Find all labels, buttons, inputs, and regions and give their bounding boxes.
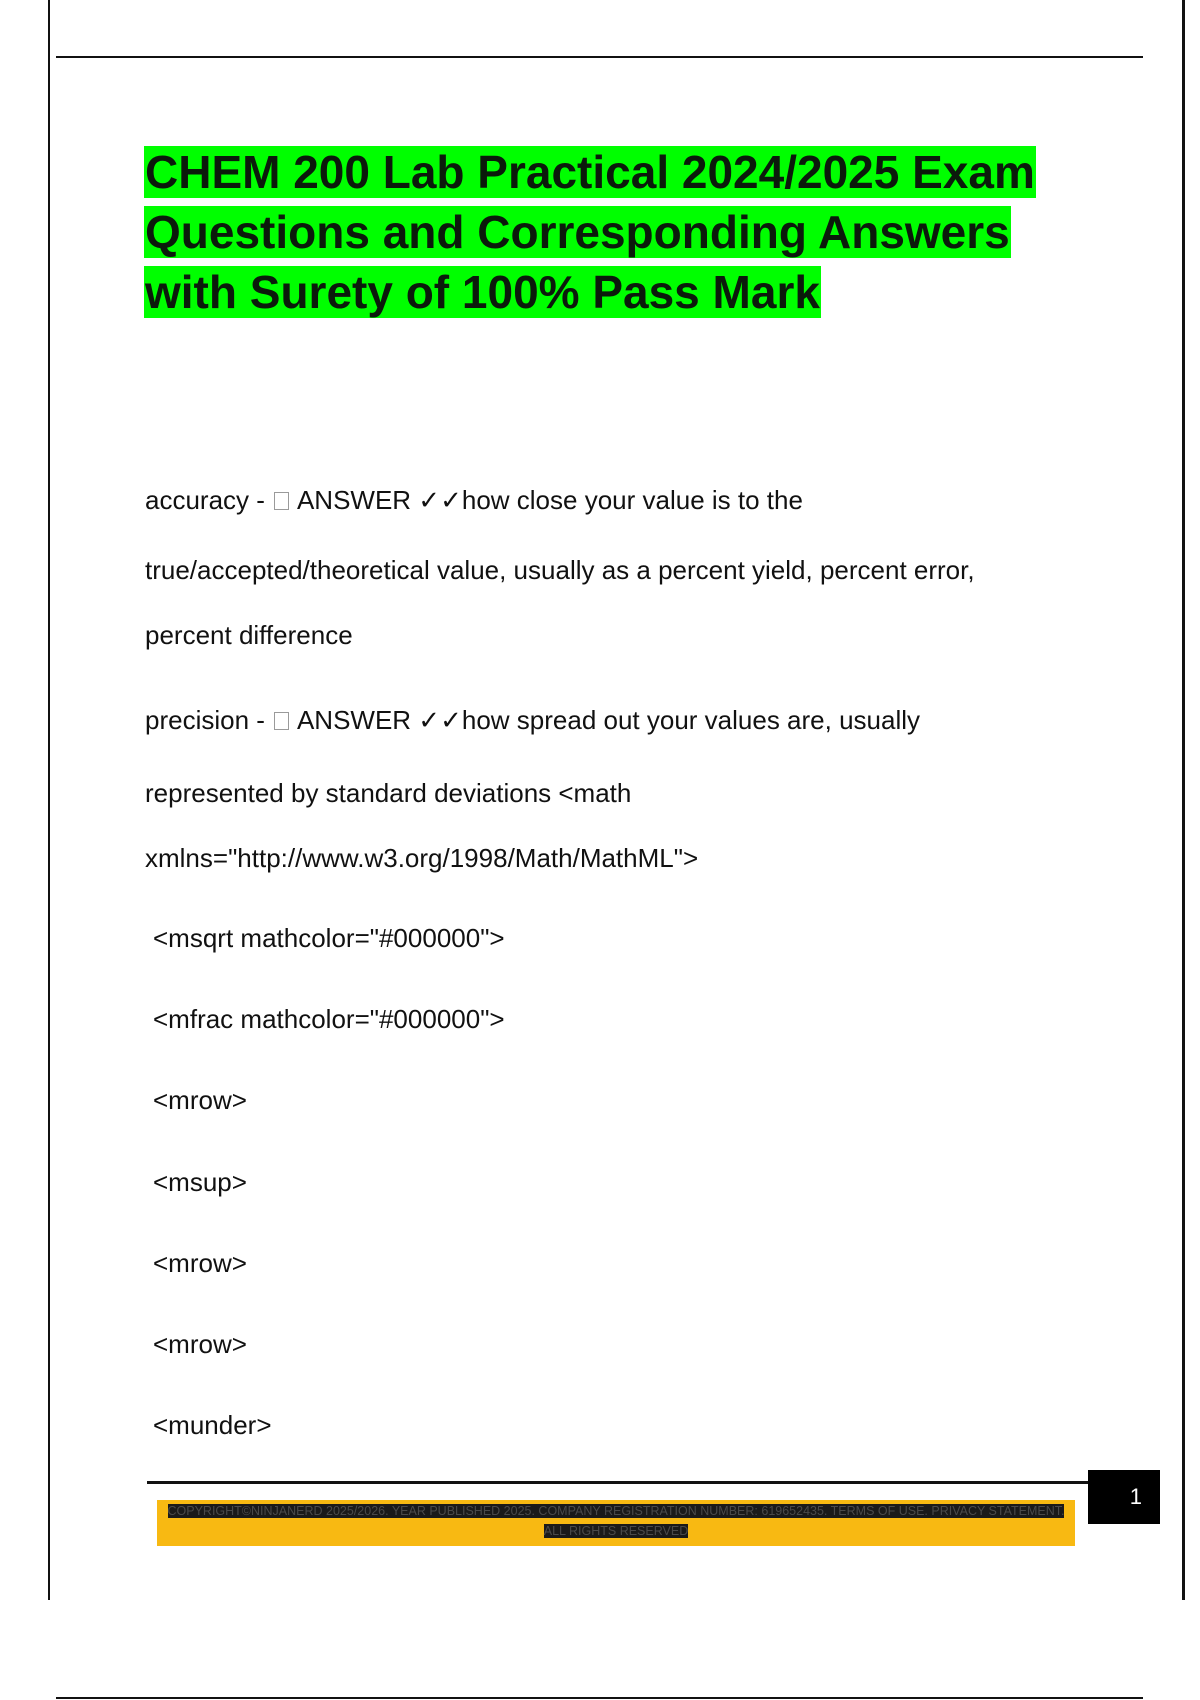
- entry-term: accuracy -: [145, 485, 273, 515]
- footer-copyright-text: COPYRIGHT©NINJANERD 2025/2026. YEAR PUBLISHED 2025. COMPANY REGISTRATION NUMBER: 619652435. TERMS OF USE. PRIVACY STATEMENT. ALL RIGHTS RESERVED: [167, 1504, 1065, 1538]
- header-rule: [56, 56, 1143, 58]
- code-line: <mfrac mathcolor="#000000">: [153, 1004, 505, 1034]
- page-border-right: [1182, 0, 1185, 1600]
- code-line: <msup>: [153, 1167, 247, 1197]
- entry-answer-label: ANSWER ✓✓: [291, 705, 462, 735]
- entry-accuracy-line-2: true/accepted/theoretical value, usually as a percent yield, percent error,: [145, 555, 975, 585]
- code-line: <mrow>: [153, 1329, 247, 1359]
- entry-term: precision -: [145, 705, 273, 735]
- code-line: <mrow>: [153, 1248, 247, 1278]
- entry-answer-text: how close your value is to the: [461, 485, 803, 515]
- footer-rule: [147, 1481, 1089, 1484]
- checkbox-outline-icon: [274, 712, 289, 730]
- document-title: [144, 142, 1104, 322]
- entry-precision-line-2: represented by standard deviations <math: [145, 778, 632, 808]
- document-title-text: CHEM 200 Lab Practical 2024/2025 Exam Questions and Corresponding Answers with Surety of 100% Pass Mark: [145, 146, 1035, 318]
- entry-precision-line-3: xmlns="http://www.w3.org/1998/Math/MathML">: [145, 843, 699, 873]
- code-line: <mrow>: [153, 1085, 247, 1115]
- checkbox-outline-icon: [274, 492, 289, 510]
- entry-accuracy-line-1: [145, 485, 1105, 515]
- code-line: <munder>: [153, 1410, 272, 1440]
- next-page-rule: [56, 1697, 1143, 1699]
- entry-answer-text: how spread out your values are, usually: [461, 705, 921, 735]
- entry-precision-line-1: [145, 705, 1105, 735]
- footer-copyright: [157, 1501, 1075, 1541]
- entry-answer-label: ANSWER ✓✓: [291, 485, 462, 515]
- code-line: <msqrt mathcolor="#000000">: [153, 923, 505, 953]
- page-border-left: [48, 0, 50, 1600]
- entry-accuracy-line-3: percent difference: [145, 620, 353, 650]
- page-number: 1: [1088, 1470, 1160, 1524]
